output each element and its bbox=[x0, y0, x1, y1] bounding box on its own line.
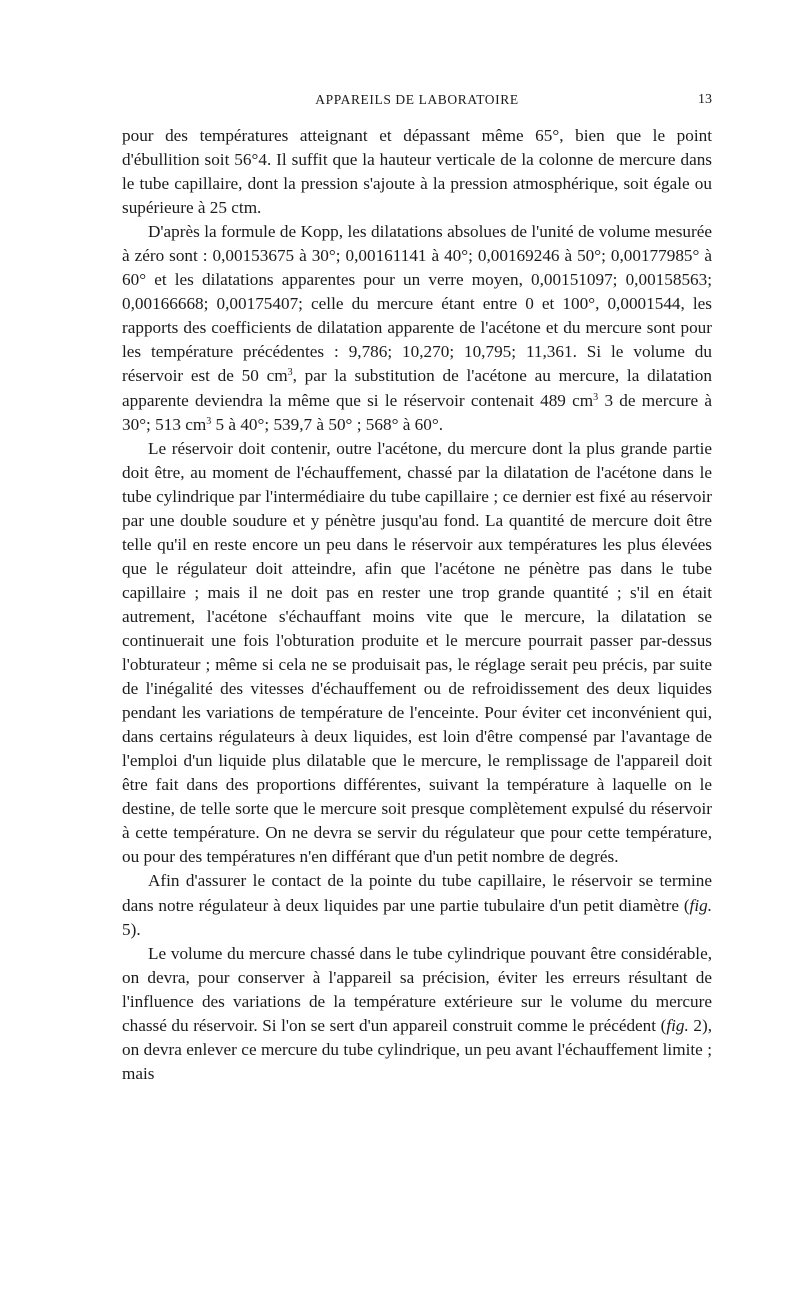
paragraph-2-text-a: D'après la formule de Kopp, les dilatations absolues de l'unité de volume mesurée à zéro sont : 0,00153675 à 30°; 0,00161141 à 40°; 0,00169246 à 50°; 0,00177985° à 60° et les dilatations apparentes pour un verre moyen, 0,00151097; 0,00158563; 0,00166668; 0,00175407; celle du mercure étant entre 0 et 100°, 0,0001544, les rapports des coefficients de dilatation apparente de l'acétone et du mercure sont pour les température précédentes : 9,786; 10,270; 10,795; 11,361. Si le volume du réservoir est de 50 cm bbox=[122, 222, 712, 386]
paragraph-5 bbox=[122, 942, 712, 1086]
paragraph-1: pour des températures atteignant et dépassant même 65°, bien que le point d'ébullition soit 56°4. Il suffit que la hauteur verticale de la colonne de mercure dans le tube capillaire, dont la pression s'ajoute à la pression atmosphérique, soit égale ou supérieure à 25 ctm. bbox=[122, 126, 712, 218]
paragraph-5-text-b: 2), on devra enlever ce mercure du tube cylindrique, un peu avant l'échauffement limite ; mais bbox=[122, 1015, 712, 1083]
page-header bbox=[122, 90, 712, 112]
paragraph-2-text-c: 3 de mercure à 30°; 513 cm bbox=[122, 390, 712, 434]
paragraph-2-text-d: 5 à 40°; 539,7 à 50° ; 568° à 60°. bbox=[211, 414, 444, 434]
paragraph-4-text-a: Afin d'assurer le contact de la pointe du tube capillaire, le réservoir se termine dans notre régulateur à deux liquides par une partie tubulaire d'un petit diamètre ( bbox=[122, 871, 712, 915]
paragraph-3: Le réservoir doit contenir, outre l'acétone, du mercure dont la plus grande partie doit être, au moment de l'échauffement, chassé par la dilatation de l'acétone dans le tube cylindrique par l'intermédiaire du tube capillaire ; ce dernier est fixé au réservoir par une double soudure et y pénètre jusqu'au fond. La quantité de mercure doit être telle qu'il en reste encore un peu dans le réservoir aux températures les plus élevées que le régulateur doit atteindre, afin que l'acétone ne pénètre pas dans le tube capillaire ; mais il ne doit pas en rester une trop grande quantité ; s'il en était autrement, l'acétone s'échauffant moins vite que le mercure, la dilatation se continuerait une fois l'obturation produite et le mercure pourrait passer par-dessus l'obturateur ; même si cela ne se produisait pas, le réglage serait peu précis, par suite de l'inégalité des vitesses d'échauffement ou de refroidissement des deux liquides pendant les variations de température de l'enceinte. Pour éviter cet inconvénient qui, dans certains régulateurs à deux liquides, est loin d'être compensé par l'avantage de l'emploi d'un liquide plus dilatable que le mercure, le remplissage de l'appareil doit être fait dans des proportions différentes, suivant la température à laquelle on le destine, de telle sorte que le mercure soit presque complètement expulsé du réservoir à cette température. On ne devra se servir du régulateur que pour cette température, ou pour des températures n'en différant que d'un petit nombre de degrés. bbox=[122, 438, 712, 867]
cubic-superscript: 3 bbox=[206, 415, 212, 427]
paragraph-2 bbox=[122, 220, 712, 436]
cubic-superscript: 3 bbox=[593, 391, 599, 403]
running-title: APPAREILS DE LABORATOIRE bbox=[315, 92, 519, 107]
paragraph-5-text-a: Le volume du mercure chassé dans le tube cylindrique pouvant être considérable, on devra, pour conserver à l'appareil sa précision, éviter les erreurs résultant de l'influence des variations de la température extérieure sur le volume du mercure chassé du réservoir. Si l'on se sert d'un appareil construit comme le précédent ( bbox=[122, 943, 712, 1035]
page-number: 13 bbox=[698, 92, 712, 107]
cubic-superscript: 3 bbox=[287, 367, 293, 379]
paragraph-4 bbox=[122, 869, 712, 941]
paragraph-4-text-b: 5). bbox=[122, 919, 141, 939]
paragraph-2-text-b: , par la substitution de l'acétone au mercure, la dilatation apparente deviendra la même que si le réservoir contenait 489 cm bbox=[122, 366, 712, 410]
figure-reference: fig. bbox=[689, 895, 712, 915]
figure-reference: fig. bbox=[666, 1015, 689, 1035]
body-text bbox=[122, 124, 712, 1086]
